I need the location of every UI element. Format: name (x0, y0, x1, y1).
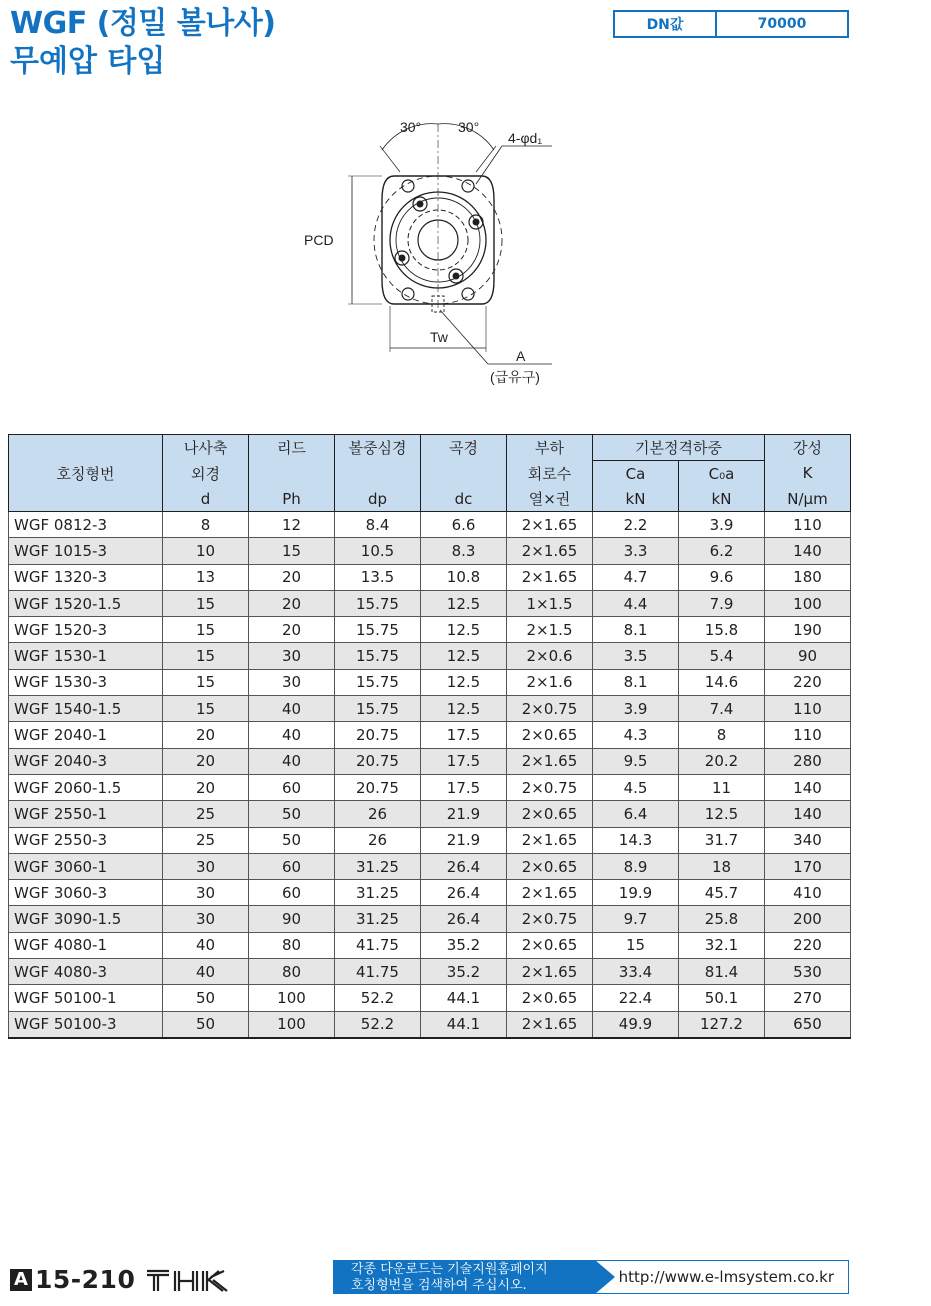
value-cell: 17.5 (421, 722, 507, 748)
model-cell: WGF 1520-1.5 (9, 590, 163, 616)
value-cell: 12.5 (679, 801, 765, 827)
value-cell: 8.1 (593, 617, 679, 643)
value-cell: 12.5 (421, 617, 507, 643)
value-cell: 41.75 (335, 932, 421, 958)
value-cell: 15 (163, 643, 249, 669)
value-cell: 31.25 (335, 853, 421, 879)
value-cell: 33.4 (593, 959, 679, 985)
value-cell: 50.1 (679, 985, 765, 1011)
col-stiff: 강성 (765, 435, 851, 461)
value-cell: 7.9 (679, 590, 765, 616)
dn-value-box (613, 10, 849, 38)
value-cell: 530 (765, 959, 851, 985)
value-cell: 10.5 (335, 538, 421, 564)
value-cell: 50 (163, 985, 249, 1011)
value-cell: 7.4 (679, 696, 765, 722)
value-cell: 9.7 (593, 906, 679, 932)
model-cell: WGF 1520-3 (9, 617, 163, 643)
table-row (9, 669, 851, 695)
value-cell: 20.75 (335, 774, 421, 800)
value-cell: 9.5 (593, 748, 679, 774)
table-body (9, 512, 851, 1038)
blank-cell (335, 461, 421, 487)
a-note: (급유구) (490, 369, 540, 385)
value-cell: 15.75 (335, 643, 421, 669)
value-cell: 280 (765, 748, 851, 774)
model-cell: WGF 1540-1.5 (9, 696, 163, 722)
col-stiff-unit: N/μm (765, 486, 851, 512)
value-cell: 60 (249, 880, 335, 906)
value-cell: 170 (765, 853, 851, 879)
value-cell: 20 (163, 722, 249, 748)
value-cell: 17.5 (421, 774, 507, 800)
value-cell: 2×1.65 (507, 748, 593, 774)
value-cell: 1×1.5 (507, 590, 593, 616)
value-cell: 20 (249, 617, 335, 643)
table-row (9, 827, 851, 853)
dn-value: 70000 (757, 16, 807, 32)
title-line-1: WGF (정밀 볼나사) (10, 6, 276, 41)
value-cell: 8 (679, 722, 765, 748)
value-cell: 100 (249, 985, 335, 1011)
model-cell: WGF 1530-3 (9, 669, 163, 695)
value-cell: 2×0.6 (507, 643, 593, 669)
model-cell: WGF 1015-3 (9, 538, 163, 564)
col-ball-center-sym: dp (335, 486, 421, 512)
value-cell: 31.25 (335, 906, 421, 932)
value-cell: 2×1.5 (507, 617, 593, 643)
value-cell: 50 (163, 1011, 249, 1038)
table-row (9, 1011, 851, 1038)
value-cell: 270 (765, 985, 851, 1011)
value-cell: 15 (163, 669, 249, 695)
table-row (9, 801, 851, 827)
model-cell: WGF 0812-3 (9, 512, 163, 538)
download-text (333, 1260, 595, 1294)
value-cell: 52.2 (335, 985, 421, 1011)
value-cell: 49.9 (593, 1011, 679, 1038)
value-cell: 2×1.65 (507, 564, 593, 590)
value-cell: 2×1.65 (507, 827, 593, 853)
value-cell: 20.75 (335, 748, 421, 774)
value-cell: 2×0.75 (507, 906, 593, 932)
table-row (9, 722, 851, 748)
table-row (9, 590, 851, 616)
angle-leader-left (380, 146, 400, 172)
value-cell: 15.8 (679, 617, 765, 643)
value-cell: 15 (593, 932, 679, 958)
value-cell: 3.3 (593, 538, 679, 564)
model-cell: WGF 2040-1 (9, 722, 163, 748)
value-cell: 2×1.65 (507, 959, 593, 985)
value-cell: 20 (249, 564, 335, 590)
value-cell: 12.5 (421, 669, 507, 695)
value-cell: 21.9 (421, 827, 507, 853)
download-line-2: 호칭형번을 검색하여 주십시오. (351, 1278, 527, 1293)
value-cell: 60 (249, 853, 335, 879)
value-cell: 40 (249, 748, 335, 774)
value-cell: 25 (163, 827, 249, 853)
screw-head-icon (417, 201, 423, 207)
value-cell: 220 (765, 932, 851, 958)
value-cell: 15 (163, 590, 249, 616)
value-cell: 18 (679, 853, 765, 879)
col-rating: 기본정격하중 (593, 435, 765, 461)
value-cell: 30 (249, 643, 335, 669)
model-cell: WGF 50100-1 (9, 985, 163, 1011)
value-cell: 15.75 (335, 590, 421, 616)
section-badge: A (10, 1269, 32, 1291)
value-cell: 26 (335, 827, 421, 853)
value-cell: 2×0.65 (507, 932, 593, 958)
value-cell: 8 (163, 512, 249, 538)
value-cell: 80 (249, 932, 335, 958)
value-cell: 21.9 (421, 801, 507, 827)
value-cell: 25 (163, 801, 249, 827)
table-row (9, 538, 851, 564)
value-cell: 8.4 (335, 512, 421, 538)
table-row (9, 564, 851, 590)
value-cell: 40 (163, 959, 249, 985)
page-number: 15-210 (35, 1265, 136, 1294)
value-cell: 35.2 (421, 959, 507, 985)
value-cell: 2.2 (593, 512, 679, 538)
value-cell: 26.4 (421, 853, 507, 879)
col-ball-center: 볼중심경 (335, 435, 421, 461)
table-row (9, 985, 851, 1011)
value-cell: 40 (249, 722, 335, 748)
value-cell: 10.8 (421, 564, 507, 590)
table-row (9, 906, 851, 932)
value-cell: 15.75 (335, 669, 421, 695)
a-label: A (516, 348, 526, 364)
value-cell: 2×0.75 (507, 774, 593, 800)
pcd-label: PCD (304, 232, 334, 248)
value-cell: 44.1 (421, 1011, 507, 1038)
table-row (9, 696, 851, 722)
col-lead-sym: Ph (249, 486, 335, 512)
value-cell: 4.3 (593, 722, 679, 748)
value-cell: 200 (765, 906, 851, 932)
value-cell: 140 (765, 801, 851, 827)
value-cell: 9.6 (679, 564, 765, 590)
value-cell: 2×1.65 (507, 1011, 593, 1038)
value-cell: 80 (249, 959, 335, 985)
value-cell: 26 (335, 801, 421, 827)
thk-logo (145, 1268, 231, 1292)
page-number-block (10, 1265, 231, 1294)
value-cell: 12.5 (421, 590, 507, 616)
model-cell: WGF 1320-3 (9, 564, 163, 590)
model-cell: WGF 2550-1 (9, 801, 163, 827)
value-cell: 17.5 (421, 748, 507, 774)
value-cell: 100 (249, 1011, 335, 1038)
table-row (9, 512, 851, 538)
value-cell: 8.1 (593, 669, 679, 695)
value-cell: 13.5 (335, 564, 421, 590)
value-cell: 50 (249, 801, 335, 827)
value-cell: 90 (249, 906, 335, 932)
value-cell: 110 (765, 696, 851, 722)
table-row (9, 617, 851, 643)
value-cell: 50 (249, 827, 335, 853)
value-cell: 13 (163, 564, 249, 590)
value-cell: 11 (679, 774, 765, 800)
value-cell: 140 (765, 774, 851, 800)
value-cell: 20.2 (679, 748, 765, 774)
mounting-hole-icon (462, 180, 474, 192)
table-header (9, 435, 851, 512)
col-load-l1: 부하 (507, 435, 593, 461)
value-cell: 30 (163, 880, 249, 906)
spec-table (8, 434, 851, 1039)
value-cell: 44.1 (421, 985, 507, 1011)
value-cell: 40 (163, 932, 249, 958)
page-title (10, 6, 275, 80)
value-cell: 180 (765, 564, 851, 590)
value-cell: 10 (163, 538, 249, 564)
value-cell: 20 (163, 748, 249, 774)
value-cell: 30 (249, 669, 335, 695)
value-cell: 20 (249, 590, 335, 616)
value-cell: 8.3 (421, 538, 507, 564)
value-cell: 3.5 (593, 643, 679, 669)
value-cell: 20.75 (335, 722, 421, 748)
value-cell: 2×1.65 (507, 880, 593, 906)
value-cell: 15.75 (335, 696, 421, 722)
dn-label: DN값 (615, 12, 717, 36)
value-cell: 6.4 (593, 801, 679, 827)
value-cell: 110 (765, 512, 851, 538)
value-cell: 127.2 (679, 1011, 765, 1038)
col-c0a: C₀a (679, 461, 765, 487)
nut-drawing (290, 110, 580, 400)
value-cell: 12 (249, 512, 335, 538)
value-cell: 26.4 (421, 906, 507, 932)
screw-head-icon (399, 255, 405, 261)
value-cell: 3.9 (679, 512, 765, 538)
value-cell: 2×0.65 (507, 853, 593, 879)
value-cell: 25.8 (679, 906, 765, 932)
angle-left-label: 30° (400, 119, 422, 135)
col-shaft-sym: d (163, 486, 249, 512)
col-ca-unit: kN (593, 486, 679, 512)
download-banner (333, 1260, 849, 1294)
model-cell: WGF 3060-1 (9, 853, 163, 879)
value-cell: 12.5 (421, 696, 507, 722)
value-cell: 220 (765, 669, 851, 695)
value-cell: 15.75 (335, 617, 421, 643)
table-row (9, 880, 851, 906)
value-cell: 26.4 (421, 880, 507, 906)
table-row (9, 932, 851, 958)
table-row (9, 853, 851, 879)
value-cell: 2×0.65 (507, 985, 593, 1011)
model-cell: WGF 1530-1 (9, 643, 163, 669)
value-cell: 140 (765, 538, 851, 564)
value-cell: 35.2 (421, 932, 507, 958)
model-cell: WGF 3060-3 (9, 880, 163, 906)
value-cell: 340 (765, 827, 851, 853)
value-cell: 15 (163, 696, 249, 722)
value-cell: 2×1.6 (507, 669, 593, 695)
value-cell: 30 (163, 906, 249, 932)
model-cell: WGF 2040-3 (9, 748, 163, 774)
blank-cell (249, 461, 335, 487)
value-cell: 90 (765, 643, 851, 669)
value-cell: 8.9 (593, 853, 679, 879)
website-link[interactable]: http://www.e-lmsystem.co.kr (595, 1260, 849, 1294)
value-cell: 14.3 (593, 827, 679, 853)
table-row (9, 643, 851, 669)
value-cell: 15 (249, 538, 335, 564)
value-cell: 14.6 (679, 669, 765, 695)
value-cell: 2×0.75 (507, 696, 593, 722)
model-cell: WGF 4080-3 (9, 959, 163, 985)
col-lead: 리드 (249, 435, 335, 461)
download-line-1: 각종 다운로드는 기술지원홈페이지 (351, 1262, 548, 1277)
value-cell: 4.5 (593, 774, 679, 800)
hole-label: 4-φd₁ (508, 130, 543, 146)
table-row (9, 959, 851, 985)
value-cell: 4.7 (593, 564, 679, 590)
model-cell: WGF 2550-3 (9, 827, 163, 853)
col-root: 곡경 (421, 435, 507, 461)
value-cell: 40 (249, 696, 335, 722)
col-load-l2: 회로수 (507, 461, 593, 487)
value-cell: 31.25 (335, 880, 421, 906)
value-cell: 2×0.65 (507, 722, 593, 748)
mounting-hole-icon (402, 288, 414, 300)
value-cell: 81.4 (679, 959, 765, 985)
col-model: 호칭형번 (9, 435, 163, 512)
value-cell: 32.1 (679, 932, 765, 958)
value-cell: 110 (765, 722, 851, 748)
col-shaft-l2: 외경 (163, 461, 249, 487)
value-cell: 2×1.65 (507, 512, 593, 538)
value-cell: 650 (765, 1011, 851, 1038)
model-cell: WGF 3090-1.5 (9, 906, 163, 932)
value-cell: 30 (163, 853, 249, 879)
value-cell: 52.2 (335, 1011, 421, 1038)
value-cell: 15 (163, 617, 249, 643)
value-cell: 19.9 (593, 880, 679, 906)
value-cell: 12.5 (421, 643, 507, 669)
value-cell: 190 (765, 617, 851, 643)
col-c0a-unit: kN (679, 486, 765, 512)
table-row (9, 774, 851, 800)
col-stiff-sym: K (765, 461, 851, 487)
value-cell: 60 (249, 774, 335, 800)
value-cell: 5.4 (679, 643, 765, 669)
col-shaft-l1: 나사축 (163, 435, 249, 461)
model-cell: WGF 50100-3 (9, 1011, 163, 1038)
value-cell: 2×1.65 (507, 538, 593, 564)
value-cell: 2×0.65 (507, 801, 593, 827)
value-cell: 22.4 (593, 985, 679, 1011)
model-cell: WGF 4080-1 (9, 932, 163, 958)
value-cell: 3.9 (593, 696, 679, 722)
angle-right-label: 30° (458, 119, 480, 135)
value-cell: 100 (765, 590, 851, 616)
table-row (9, 748, 851, 774)
col-ca: Ca (593, 461, 679, 487)
value-cell: 41.75 (335, 959, 421, 985)
value-cell: 6.6 (421, 512, 507, 538)
screw-head-icon (473, 219, 479, 225)
value-cell: 20 (163, 774, 249, 800)
value-cell: 410 (765, 880, 851, 906)
value-cell: 6.2 (679, 538, 765, 564)
blank-cell (421, 461, 507, 487)
tw-label: Tw (430, 329, 448, 345)
model-cell: WGF 2060-1.5 (9, 774, 163, 800)
value-cell: 4.4 (593, 590, 679, 616)
value-cell: 31.7 (679, 827, 765, 853)
screw-head-icon (453, 273, 459, 279)
value-cell: 45.7 (679, 880, 765, 906)
col-root-sym: dc (421, 486, 507, 512)
title-line-2: 무예압 타입 (10, 44, 166, 79)
col-load-l3: 열×권 (507, 486, 593, 512)
